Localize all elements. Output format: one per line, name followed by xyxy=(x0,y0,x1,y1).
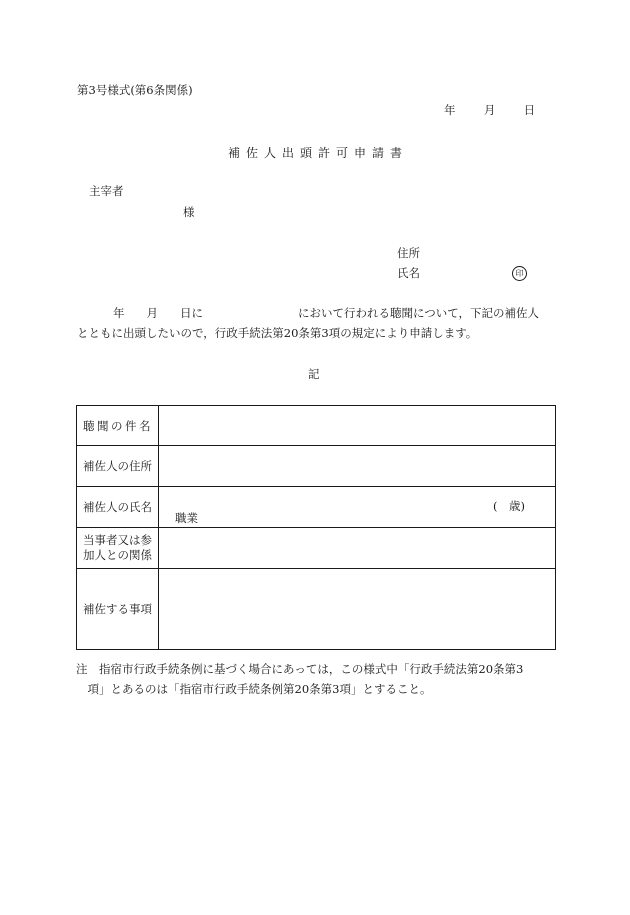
date-month: 月 xyxy=(483,103,496,117)
relationship-label-line-1: 当事者又は参 xyxy=(83,533,152,548)
date-line xyxy=(444,105,535,117)
footnote-line-1: 注 指宿市行政手続条例に基づく場合にあっては，この様式中「行政手続法第20条第3 xyxy=(76,662,524,676)
body-line-2: とともに出頭したいので，行政手続法第20条第3項の規定により申請します。 xyxy=(77,326,478,340)
date-year: 年 xyxy=(444,103,456,117)
row-value-assistant-address[interactable] xyxy=(159,446,556,487)
addressee-organizer: 主宰者 xyxy=(89,184,124,198)
row-value-hearing-subject[interactable] xyxy=(159,406,556,446)
row-label-relationship xyxy=(77,528,159,569)
form-number: 第3号様式(第6条関係) xyxy=(77,83,193,97)
row-value-relationship[interactable] xyxy=(159,528,556,569)
body-line-1 xyxy=(113,308,539,320)
row-label-assistant-address: 補佐人の住所 xyxy=(77,446,159,487)
age-field: ( 歳) xyxy=(493,499,525,513)
body-day: 日に xyxy=(180,306,203,320)
occupation-label: 職業 xyxy=(175,511,198,525)
row-label-hearing-subject: 聴聞の件名 xyxy=(77,406,159,446)
row-label-assistant-name: 補佐人の氏名 xyxy=(77,487,159,528)
footnote xyxy=(76,659,566,699)
document-title: 補佐人出頭許可申請書 xyxy=(228,146,409,160)
footnote-line-2: 項」とあるのは「指宿市行政手続条例第20条第3項」とすること。 xyxy=(76,682,432,697)
table-row xyxy=(77,569,556,650)
applicant-name-label: 氏名 xyxy=(397,266,420,280)
table-row xyxy=(77,528,556,569)
application-table xyxy=(76,405,556,650)
table-row xyxy=(77,487,556,528)
table-row xyxy=(77,406,556,446)
row-value-assistant-name[interactable] xyxy=(159,487,556,528)
body-month: 月 xyxy=(146,306,158,320)
addressee-honorific: 様 xyxy=(183,205,195,219)
date-day: 日 xyxy=(523,103,536,117)
relationship-label-line-2: 加人との関係 xyxy=(83,548,152,562)
row-label-assist-matters: 補佐する事項 xyxy=(77,569,159,650)
seal-icon: 印 xyxy=(512,266,527,281)
body-line-1-rest: において行われる聴聞について，下記の補佐人 xyxy=(298,306,540,320)
seal-mark xyxy=(512,266,527,281)
ki-heading: 記 xyxy=(308,367,320,381)
row-value-assist-matters[interactable] xyxy=(159,569,556,650)
applicant-address-label: 住所 xyxy=(397,246,420,260)
table-row xyxy=(77,446,556,487)
body-year: 年 xyxy=(113,306,125,320)
